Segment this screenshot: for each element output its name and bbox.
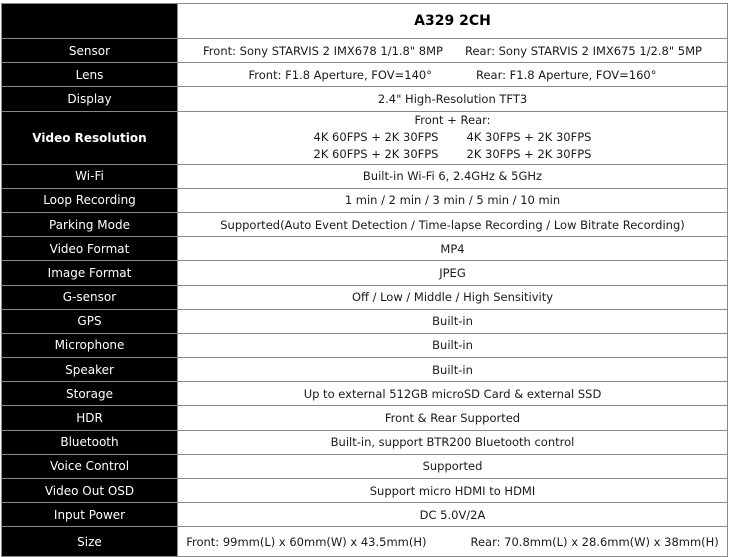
spec-row-video-format — [2, 237, 728, 261]
spec-label: Video Format — [2, 237, 178, 261]
spec-value: Supported(Auto Event Detection / Time-lapse Recording / Low Bitrate Recording) — [178, 212, 728, 236]
spec-label: Parking Mode — [2, 212, 178, 236]
spec-value: Built-in Wi-Fi 6, 2.4GHz & 5GHz — [178, 164, 728, 188]
spec-row-sensor — [2, 39, 728, 63]
spec-label: Display — [2, 87, 178, 111]
size-rear: Rear: 70.8mm(L) x 28.6mm(W) x 38mm(H) — [470, 534, 719, 549]
spec-label: Wi-Fi — [2, 164, 178, 188]
sensor-front: Front: Sony STARVIS 2 IMX678 1/1.8" 8MP — [203, 43, 443, 58]
lens-front: Front: F1.8 Aperture, FOV=140° — [248, 67, 432, 82]
spec-label: Image Format — [2, 261, 178, 285]
video-resolution-heading: Front + Rear: — [414, 113, 491, 128]
spec-value: Built-in, support BTR200 Bluetooth control — [178, 430, 728, 454]
spec-label: Speaker — [2, 358, 178, 382]
spec-value — [178, 39, 728, 63]
spec-label: Bluetooth — [2, 430, 178, 454]
spec-label: Lens — [2, 63, 178, 87]
spec-row-parking-mode — [2, 212, 728, 236]
spec-value — [178, 111, 728, 164]
video-resolution-option: 2K 60FPS + 2K 30FPS — [313, 147, 439, 162]
spec-label: Loop Recording — [2, 188, 178, 212]
spec-label: Voice Control — [2, 454, 178, 478]
spec-label: Video Resolution — [2, 111, 178, 164]
spec-row-hdr — [2, 406, 728, 430]
spec-label: Video Out OSD — [2, 479, 178, 503]
spec-value: JPEG — [178, 261, 728, 285]
header-row — [2, 4, 728, 39]
lens-rear: Rear: F1.8 Aperture, FOV=160° — [475, 67, 657, 82]
spec-value: Front & Rear Supported — [178, 406, 728, 430]
spec-label: Size — [2, 527, 178, 557]
sensor-rear: Rear: Sony STARVIS 2 IMX675 1/2.8" 5MP — [464, 43, 702, 58]
spec-value: Built-in — [178, 309, 728, 333]
spec-value: DC 5.0V/2A — [178, 503, 728, 527]
spec-value: 2.4" High-Resolution TFT3 — [178, 87, 728, 111]
spec-value: Supported — [178, 454, 728, 478]
spec-value — [178, 527, 728, 557]
spec-label: G-sensor — [2, 285, 178, 309]
product-title: A329 2CH — [178, 4, 728, 39]
spec-label: Microphone — [2, 333, 178, 357]
spec-label: Input Power — [2, 503, 178, 527]
spec-value: Support micro HDMI to HDMI — [178, 479, 728, 503]
spec-value: Built-in — [178, 333, 728, 357]
spec-value — [178, 63, 728, 87]
spec-value: Built-in — [178, 358, 728, 382]
spec-label: Sensor — [2, 39, 178, 63]
spec-row-wifi — [2, 164, 728, 188]
header-blank-cell — [2, 4, 178, 39]
spec-table — [1, 3, 728, 557]
spec-value: MP4 — [178, 237, 728, 261]
spec-row-loop-recording — [2, 188, 728, 212]
spec-row-size — [2, 527, 728, 557]
spec-row-video-resolution — [2, 111, 728, 164]
video-resolution-option: 4K 30FPS + 2K 30FPS — [466, 130, 592, 145]
spec-row-display — [2, 87, 728, 111]
video-resolution-option: 4K 60FPS + 2K 30FPS — [313, 130, 439, 145]
spec-row-lens — [2, 63, 728, 87]
spec-row-g-sensor — [2, 285, 728, 309]
spec-row-microphone — [2, 333, 728, 357]
spec-row-image-format — [2, 261, 728, 285]
spec-row-video-out-osd — [2, 479, 728, 503]
spec-label: GPS — [2, 309, 178, 333]
spec-value: Off / Low / Middle / High Sensitivity — [178, 285, 728, 309]
spec-row-bluetooth — [2, 430, 728, 454]
spec-row-gps — [2, 309, 728, 333]
spec-row-speaker — [2, 358, 728, 382]
spec-row-storage — [2, 382, 728, 406]
spec-value: Up to external 512GB microSD Card & external SSD — [178, 382, 728, 406]
spec-row-input-power — [2, 503, 728, 527]
size-front: Front: 99mm(L) x 60mm(W) x 43.5mm(H) — [186, 534, 427, 549]
spec-row-voice-control — [2, 454, 728, 478]
spec-label: Storage — [2, 382, 178, 406]
video-resolution-option: 2K 30FPS + 2K 30FPS — [466, 147, 592, 162]
spec-label: HDR — [2, 406, 178, 430]
spec-value: 1 min / 2 min / 3 min / 5 min / 10 min — [178, 188, 728, 212]
